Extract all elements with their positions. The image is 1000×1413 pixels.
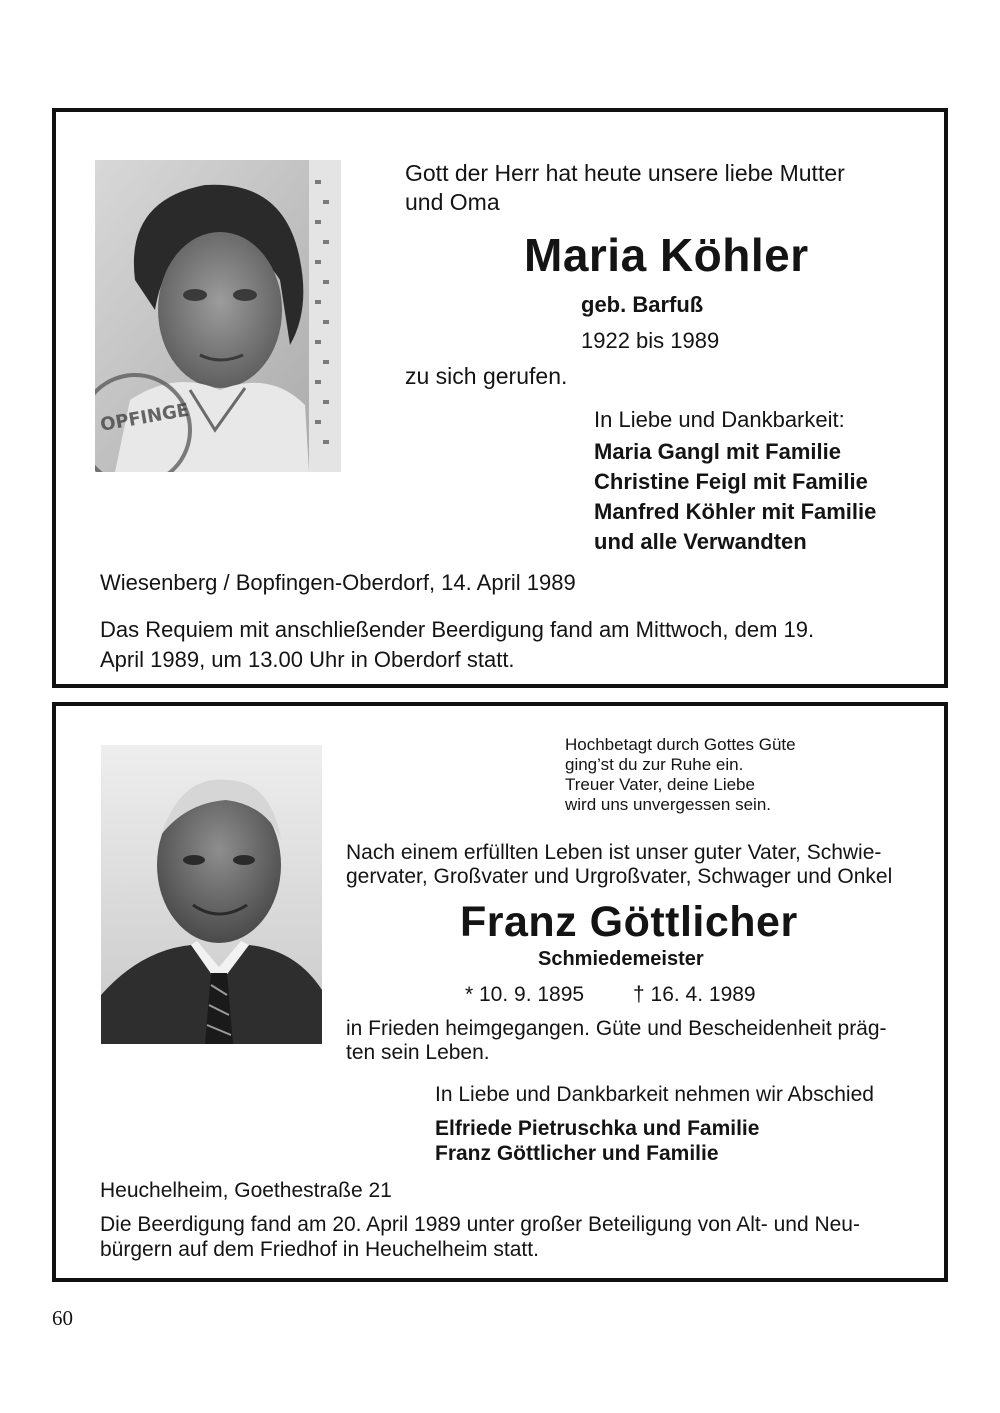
verse [565,735,796,815]
verse-line: ging’st du zur Ruhe ein. [565,755,744,774]
farewell-line: In Liebe und Dankbarkeit nehmen wir Abschied [435,1083,874,1106]
mourner-item: Christine Feigl mit Familie [594,469,868,494]
called-home-text: zu sich gerufen. [405,363,568,389]
deceased-name: Maria Köhler [524,229,809,281]
funeral-line-1: Die Beerdigung fand am 20. April 1989 unter großer Beteiligung von Alt- und Neu- [100,1213,860,1236]
place-date: Wiesenberg / Bopfingen-Oberdorf, 14. April 1989 [100,570,576,595]
page-number: 60 [52,1306,73,1330]
mourner-item: Manfred Köhler mit Familie [594,499,877,524]
verse-line: Treuer Vater, deine Liebe [565,775,755,794]
mourner-item: Elfriede Pietruschka und Familie [435,1117,760,1140]
mourner-item: Maria Gangl mit Familie [594,439,841,464]
maiden-name: geb. Barfuß [581,292,704,317]
gratitude-line: In Liebe und Dankbarkeit: [594,407,845,432]
intro-line-2: gervater, Großvater und Urgroßvater, Schwager und Onkel [346,865,893,888]
deceased-name: Franz Göttlicher [460,898,798,946]
peace-line-2: ten sein Leben. [346,1041,490,1064]
portrait-photo-franz-goettlicher [101,745,322,1044]
verse-line: wird uns unvergessen sein. [565,795,772,814]
mourner-item: und alle Verwandten [594,529,807,554]
requiem-line-2: April 1989, um 13.00 Uhr in Oberdorf statt. [100,647,515,672]
intro-line-1: Gott der Herr hat heute unsere liebe Mutter [405,160,845,186]
mourners-list [435,1116,759,1166]
life-years: 1922 bis 1989 [581,328,720,353]
requiem-line-1: Das Requiem mit anschließender Beerdigung fand am Mittwoch, dem 19. [100,617,815,642]
peace-line-1: in Frieden heimgegangen. Güte und Bescheidenheit präg- [346,1017,887,1040]
death-date: † 16. 4. 1989 [633,983,756,1006]
portrait-photo-maria-koehler [95,160,341,472]
mourners-list [594,437,876,557]
mourner-item: Franz Göttlicher und Familie [435,1142,719,1165]
birth-date: * 10. 9. 1895 [465,983,585,1006]
funeral-line-2: bürgern auf dem Friedhof in Heuchelheim statt. [100,1238,539,1261]
intro-line-1: Nach einem erfüllten Leben ist unser guter Vater, Schwie- [346,841,882,864]
intro-line-2: und Oma [405,189,500,215]
verse-line: Hochbetagt durch Gottes Güte [565,735,796,754]
address: Heuchelheim, Goethestraße 21 [100,1179,392,1202]
profession: Schmiedemeister [538,948,704,970]
photo-stamp-text: OPFINGE [98,399,191,436]
